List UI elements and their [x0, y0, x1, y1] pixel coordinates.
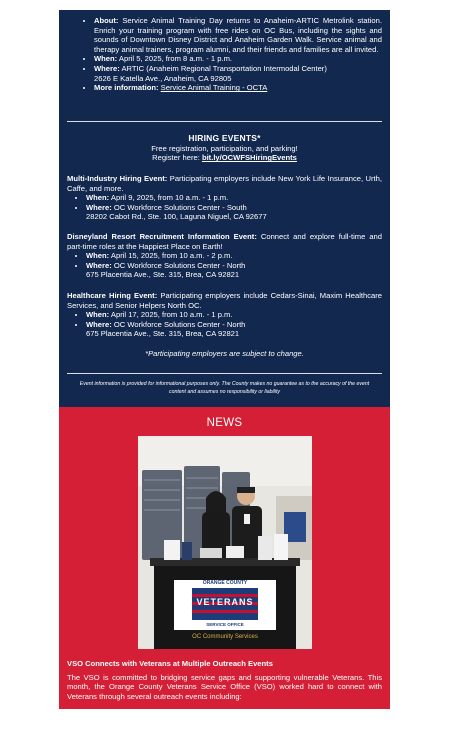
more-info-item: • More information: Service Animal Training - OCTA: [94, 83, 382, 93]
news-title: NEWS: [206, 417, 243, 429]
divider: [67, 121, 382, 122]
photo-illustration: [138, 436, 312, 649]
banner-line-3: SERVICE OFFICE: [206, 622, 244, 627]
hiring-event: Disneyland Resort Recruitment Information Event: Connect and explore full-time and part-time roles at the Happiest Place on Earth! • When: April 15, 2025, from 10 a.m. - 2 p.m. • Where: OC Workforce Solutions Center - North 675 Placentia Ave., Ste. 315, Brea, CA 92821: [67, 232, 382, 280]
where-item: • Where: ARTIC (Anaheim Regional Transportation Intermodal Center) 2626 E Katella Ave., Anaheim, CA 92805: [94, 64, 382, 83]
hiring-title: HIRING EVENTS*: [188, 133, 261, 143]
events-section: [59, 10, 390, 407]
news-section: [59, 407, 390, 709]
outreach-photo: [138, 436, 312, 649]
disclaimer: Event information is provided for informational purposes only. The County makes no guarantee as to the accuracy of the event content and assumes no responsibility or liability: [79, 381, 370, 395]
when-item: • When: April 5, 2025, from 8 a.m. - 1 p.m.: [94, 54, 382, 64]
banner-line-2: VETERANS: [196, 597, 254, 607]
register-line: Register here: bit.ly/OCWFSHiringEvents: [152, 153, 297, 163]
banner-line-1: ORANGE COUNTY: [202, 580, 248, 586]
hiring-header: [67, 134, 382, 163]
divider: [67, 373, 382, 374]
news-headline: VSO Connects with Veterans at Multiple Outreach Events: [67, 659, 273, 668]
hiring-event: Multi-Industry Hiring Event: Participating employers include New York Life Insurance, Urth, Caffe, and more. • When: April 9, 2025, from 10 a.m. - 1 p.m. • Where: OC Workforce Solutions Center - South 28202 Cabot Rd., Ste. 100, Laguna Niguel, CA 92677: [67, 174, 382, 222]
about-item: • About: Service Animal Training Day returns to Anaheim-ARTIC Metrolink station. Enrich your training program with free rides on OC Bus, including the sights and sounds of Downtown Disney District and Anaheim Garden Walk. Service animal and therapy animal trainers, program alumni, and their friends and families are all invited.: [94, 16, 382, 54]
hiring-event: Healthcare Hiring Event: Participating employers include Cedars-Sinai, Maxim Healthcare Services, and Senior Helpers North OC. • When: April 17, 2025, from 10 a.m. - 1 p.m. • Where: OC Workforce Solutions Center - North 675 Placentia Ave., Ste. 315, Brea, CA 92821: [67, 291, 382, 339]
animal-training-list: [67, 16, 382, 93]
community-services-logo: OC Community Services: [192, 634, 258, 640]
register-link[interactable]: bit.ly/OCWFSHiringEvents: [201, 153, 297, 163]
hiring-subtitle: Free registration, participation, and parking!: [151, 143, 298, 153]
octa-link[interactable]: Service Animal Training - OCTA: [160, 83, 268, 93]
participating-note: *Participating employers are subject to change.: [145, 349, 304, 358]
news-body: The VSO is committed to bridging service gaps and supporting vulnerable Veterans. This month, the Orange County Veterans Service Office (VSO) worked hard to connect with Veterans through several outreach events including:: [67, 673, 382, 701]
